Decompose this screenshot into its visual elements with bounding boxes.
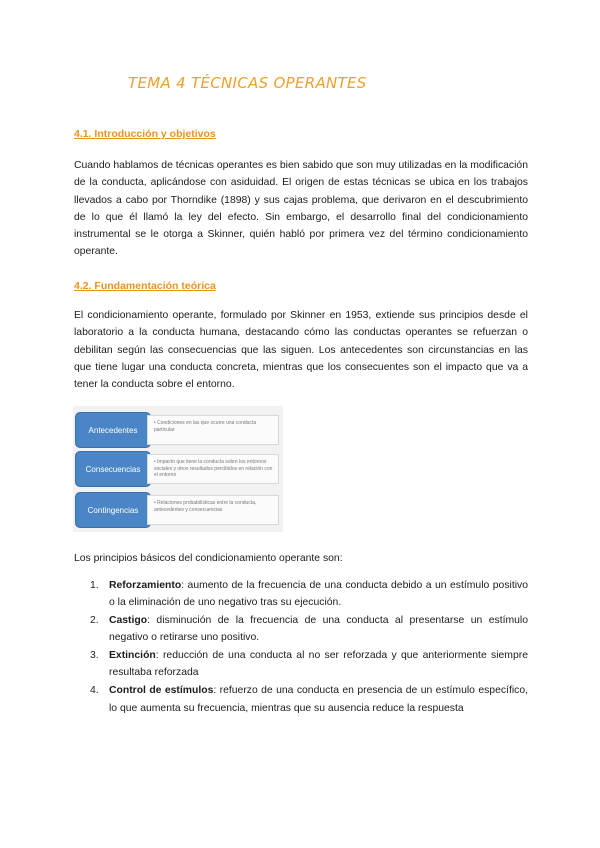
concepts-diagram [73,406,283,532]
list-text: : aumento de la frecuencia de una conducta debido a un estímulo positivo o la eliminación de uno negativo tras su ejecución. [109,580,528,609]
diagram-box-consecuencias: Consecuencias [75,451,151,487]
principles-list [90,577,528,717]
list-item [90,647,528,682]
diagram-box-antecedentes: Antecedentes [75,412,151,448]
list-number: 4. [90,685,99,697]
list-term: Castigo [109,615,148,627]
theory-paragraph: El condicionamiento operante, formulado por Skinner en 1953, extiende sus principios desde el laboratorio a la conducta humana, destacando cómo las conductas operantes se refuerzan o debilitan según las consecuencias que las siguen. Los antecedentes son circunstancias en las que tiene lugar una conducta concreta, mientras que los consecuentes son el impacto que va a tener la conducta sobre el entorno. [74,310,528,391]
list-number: 2. [90,615,99,627]
list-item [90,682,528,717]
list-term: Reforzamiento [109,580,182,591]
section-heading-theory: 4.2. Fundamentación teórica [74,280,216,292]
list-number: 1. [90,580,99,591]
section-heading-intro: 4.1. Introducción y objetivos [74,128,216,140]
list-item [90,612,528,647]
diagram-row [73,412,283,448]
list-item [90,577,528,612]
list-term: Control de estímulos [109,685,214,697]
diagram-box-contingencias: Contingencias [75,492,151,528]
diagram-row [73,451,283,487]
diagram-note: • Impacto que tiene la conducta sobre los entornos sociales y otros resultados percibidos en relación con el entorno [147,454,279,484]
list-term: Extinción [109,650,156,662]
list-text: : reducción de una conducta al no ser reforzada y que anteriormente siempre resultaba reforzada [109,650,528,679]
intro-paragraph: Cuando hablamos de técnicas operantes es bien sabido que son muy utilizadas en la modificación de la conducta, aplicándose con asiduidad. El origen de estas técnicas se ubica en los trabajos llevados a cabo por Thorndike (1898) y sus cajas problema, que derivaron en el descubrimiento de lo que él llamó la ley del efecto. Sin embargo, el desarrollo final del condicionamiento instrumental se le otorga a Skinner, quién habló por primera vez del término condicionamiento operante. [74,160,528,258]
diagram-note: • Condiciones en las que ocurre una conducta particular [147,415,279,445]
diagram-note: • Relaciones probabilísticas entre la conducta, antecedentes y consecuencias [147,495,279,525]
list-text: : disminución de la frecuencia de una conducta al presentarse un estímulo negativo o retirarse uno positivo. [109,615,528,644]
page-title: TEMA 4 TÉCNICAS OPERANTES [128,74,367,92]
list-text: : refuerzo de una conducta en presencia de un estímulo específico, lo que aumenta su frecuencia, mientras que su ausencia reduce la respuesta [109,685,529,714]
diagram-row [73,492,283,528]
list-number: 3. [90,650,99,662]
principles-intro: Los principios básicos del condicionamiento operante son: [74,553,343,564]
